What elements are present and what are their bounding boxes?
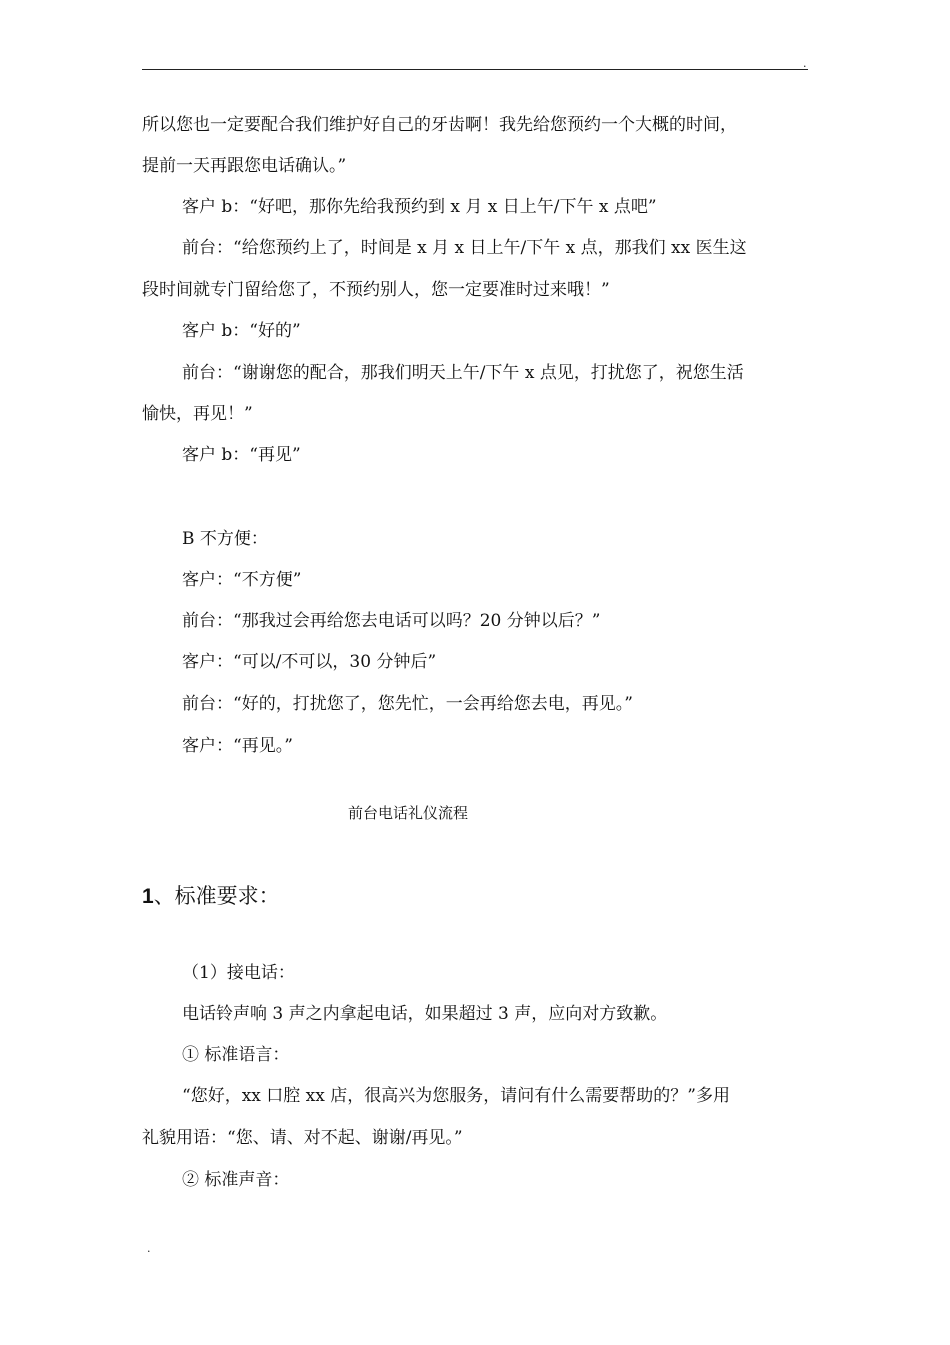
dialogue-line: 愉快，再见！”	[142, 404, 253, 424]
paragraph-line: 电话铃声响 3 声之内拿起电话，如果超过 3 声，应向对方致歉。	[182, 1004, 668, 1024]
dialogue-line: 客户：“不方便”	[182, 570, 302, 590]
section-title: 前台电话礼仪流程	[348, 804, 469, 822]
dialogue-line: 客户：“可以/不可以，30 分钟后”	[182, 652, 437, 672]
dialogue-line: 客户 b：“好的”	[182, 321, 301, 341]
dialogue-line: 客户 b：“再见”	[182, 445, 301, 465]
paragraph-line: 所以您也一定要配合我们维护好自己的牙齿啊！我先给您预约一个大概的时间，	[142, 115, 737, 135]
dialogue-line: 前台：“谢谢您的配合，那我们明天上午/下午 x 点见，打扰您了，祝您生活	[182, 363, 744, 383]
heading-number: 1	[142, 885, 154, 908]
section-heading	[142, 882, 280, 911]
dialogue-line: 前台：“好的，打扰您了，您先忙，一会再给您去电，再见。”	[182, 694, 633, 714]
heading-text: 、标准要求：	[153, 884, 280, 908]
dialogue-line: 前台：“那我过会再给您去电话可以吗？20 分钟以后？”	[182, 611, 601, 631]
dialogue-line: 客户：“再见。”	[182, 736, 293, 756]
footer-mark: .	[147, 1242, 151, 1255]
paragraph-line: 礼貌用语：“您、请、对不起、谢谢/再见。”	[142, 1128, 463, 1148]
header-mark: .	[803, 57, 807, 70]
paragraph-line: “您好，xx 口腔 xx 店，很高兴为您服务，请问有什么需要帮助的？”多用	[182, 1086, 730, 1106]
dialogue-line: 段时间就专门留给您了，不预约别人，您一定要准时过来哦！”	[142, 280, 610, 300]
header-rule	[142, 69, 808, 70]
subsection-label: B 不方便：	[182, 529, 268, 549]
list-label: ② 标准声音：	[182, 1170, 290, 1190]
list-label: ① 标准语言：	[182, 1045, 290, 1065]
subsection-label: （1）接电话：	[182, 963, 295, 983]
paragraph-line: 提前一天再跟您电话确认。”	[142, 156, 347, 176]
dialogue-line: 前台：“给您预约上了，时间是 x 月 x 日上午/下午 x 点，那我们 xx 医生这	[182, 238, 747, 258]
dialogue-line: 客户 b：“好吧，那你先给我预约到 x 月 x 日上午/下午 x 点吧”	[182, 197, 657, 217]
